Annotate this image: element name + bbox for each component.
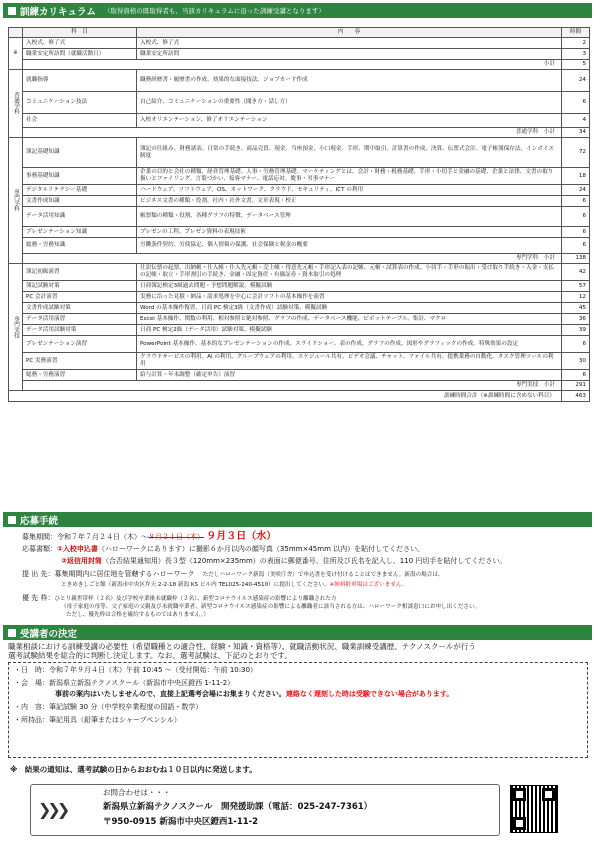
subject-cell: コミュニケーション技法 (23, 92, 137, 114)
subject-cell: 就職指導 (23, 70, 137, 92)
content-cell: PowerPoint 基本操作、基本的なプレゼンテーションの作成、スライドショー、表の作成、グラフの作成、図形やグラフィックの作成、特殊効果の設定 (137, 336, 562, 353)
hours-cell: 24 (562, 70, 590, 92)
hours-cell: 72 (562, 138, 590, 168)
total-label: 訓練時間合計（※訓練時間に含めない科目） (9, 391, 562, 402)
hours-cell: 57 (562, 281, 590, 292)
hours-cell: 2 (562, 38, 590, 49)
curriculum-header (3, 3, 592, 18)
contact-organization: 新潟県立新潟テクノスクール 開発援助課（電話：025-247-7361） (103, 802, 373, 812)
content-cell: 日商 PC 検定2級（データ活用）試験対策、模擬試験 (137, 325, 562, 336)
header-subject: 科 目 (23, 28, 137, 38)
chevron-right-icon: ❯❯❯ (38, 800, 67, 819)
table-row (9, 227, 590, 238)
table-row (9, 314, 590, 325)
table-row (9, 353, 590, 370)
hours-cell: 4 (562, 114, 590, 128)
recruitment-period: 募集期間：令和７年７月２４日（木）～８月２１日（木） ９月３日（水） (22, 531, 277, 542)
subtotal-label: 小計 (23, 60, 562, 70)
category-label: 専門実技 (9, 264, 23, 391)
category-label: 専門学科 (9, 138, 23, 264)
submission-destination: 提 出 先：募集期間内に居住地を管轄するハローワーク ただしハローワーク新潟（美咲庁舎）で申込書を受け付けることはできません。新潟の場合は、 (22, 570, 444, 578)
content-cell: 職務経歴書・履歴書の作成、効果的な面接技法、ジョブカード作成 (137, 70, 562, 92)
subject-cell: データ活用演習 (23, 314, 137, 325)
content-cell: 簿記の仕組み、財務諸表、日常の手続き、商品売買、現金、当座預金、小口現金、手形、期中取引、計算書の作成、決算、伝票式会計、電子帳簿保存法、インボイス制度 (137, 138, 562, 168)
table-row (9, 92, 590, 114)
hours-cell: 6 (562, 207, 590, 227)
subtotal-row (9, 60, 590, 70)
header-content: 内 容 (137, 28, 562, 38)
hours-cell: 30 (562, 353, 590, 370)
table-row (9, 114, 590, 128)
subject-cell: 職業安定所訪問（就職活動日） (23, 49, 137, 60)
table-row (9, 292, 590, 303)
table-row (9, 264, 590, 281)
submission-note: ときめきしごと館（新潟市中央区弁天 2-2-18 新潟 KS ビル内 TEL025-240-4510）に提出してください。※無料駐車場はございません。 (61, 582, 408, 588)
subject-cell: 事務基礎知識 (23, 168, 137, 185)
hours-cell: 39 (562, 325, 590, 336)
subtotal-hours: 291 (562, 381, 590, 391)
total-row (9, 391, 590, 402)
subject-cell: PC 実務演習 (23, 353, 137, 370)
table-row (9, 49, 590, 60)
subject-cell: 簿記試験対策 (23, 281, 137, 292)
subject-cell: 簿記初級演習 (23, 264, 137, 281)
content-cell: 日商簿記検定3級過去問題・予想問題解説、模擬試験 (137, 281, 562, 292)
curriculum-note: （取得資格の既取得者も、当該カリキュラムに沿った訓練受講となります） (103, 7, 325, 15)
hours-cell: 6 (562, 227, 590, 238)
table-row (9, 196, 590, 207)
selection-intro-1: 職業相談における訓練受講の必要性（希望職種との適合性、経験・知識・資格等）、就職活動状況、職業訓練受講歴、テクノスクールが行う (8, 642, 476, 651)
application-documents-1: 応募書類：①入校申込書（ハローワークにあります）に撮影６か月以内の顔写真（35mm×45mm 以内）を貼付してください。 (22, 545, 425, 553)
subject-cell: 入校式、修了式 (23, 38, 137, 49)
content-cell: 労働条件契約、労使協定、個人情報の保護、社会保険と税金の概要 (137, 238, 562, 254)
content-cell: 企業の目的と会社の種類、経営管理基礎、人事・労務管理基礎、マーケティングとは、会計・財務・税務基礎、手形・小切手と金融の基礎、企業と法律、文書の取り扱いとファイリング、言葉づかい、接客マナー、電話応対、慶事・弔事マナー (137, 168, 562, 185)
subject-cell: デジタルリテラシー基礎 (23, 185, 137, 196)
table-row (9, 238, 590, 254)
total-hours: 463 (562, 391, 590, 402)
application-header (3, 512, 592, 527)
hours-cell: 18 (562, 168, 590, 185)
content-cell: 自己紹介、コミュニケーションの重要性（聞き方・話し方） (137, 92, 562, 114)
content-cell: 実務に沿った見積・納品・請求処理を中心に会計ソフトの基本操作を演習 (137, 292, 562, 303)
subtotal-label: 専門実技 小計 (23, 381, 562, 391)
hours-cell: 42 (562, 264, 590, 281)
table-row (9, 38, 590, 49)
table-header-row (9, 28, 590, 38)
contact-address: 〒950-0915 新潟市中央区鐙西1-11-2 (103, 817, 259, 827)
subtotal-row (9, 254, 590, 264)
hours-cell: 3 (562, 49, 590, 60)
category-label: ※ (9, 38, 23, 70)
table-row (9, 70, 590, 92)
subject-cell: 総務・労務演習 (23, 370, 137, 381)
content-cell: Excel 基本操作、関数の利用、相対参照と絶対参照、グラフの作成、データベース機能、ピボットテーブル、集計、マクロ (137, 314, 562, 325)
table-row (9, 336, 590, 353)
square-bullet-icon (8, 629, 16, 637)
subtotal-label: 専門学科 小計 (23, 254, 562, 264)
table-row (9, 138, 590, 168)
exam-content: ・内 容：筆記試験 30 分（中学校卒業程度の国語・数学） (14, 703, 203, 711)
application-title: 応募手続 (20, 515, 59, 527)
subject-cell: 簿記基礎知識 (23, 138, 137, 168)
subtotal-label: 普通学科 小計 (23, 128, 562, 138)
subtotal-hours: 34 (562, 128, 590, 138)
subject-cell: プレゼンテーション演習 (23, 336, 137, 353)
category-label: 普通学科 (9, 70, 23, 138)
curriculum-title: 訓練カリキュラム (20, 6, 96, 18)
hours-cell: 6 (562, 196, 590, 207)
content-cell: Word の基本操作復習、日商 PC 検定3級（文書作成）試験対策、模擬試験 (137, 303, 562, 314)
hours-cell: 6 (562, 238, 590, 254)
qr-code-icon[interactable] (510, 785, 558, 833)
content-cell: ハードウェア、ソフトウェア、OS、ネットワーク、クラウド、セキュリティ、ICT の利用 (137, 185, 562, 196)
content-cell: 入校式、修了式 (137, 38, 562, 49)
subject-cell: プレゼンテーション知識 (23, 227, 137, 238)
table-row (9, 281, 590, 292)
subject-cell: 総務・労務知識 (23, 238, 137, 254)
application-documents-2: ②返信用封筒（合否結果通知用）長３型（120mm×235mm）の表面に郵便番号、住所及び氏名を記入し、110 円切手を貼付してください。 (61, 557, 507, 565)
content-cell: プレゼンの工程、プレゼン資料の表現技術 (137, 227, 562, 238)
selection-header (3, 625, 592, 640)
header-hours: 時間 (562, 28, 590, 38)
table-row (9, 185, 590, 196)
selection-title: 受講者の決定 (20, 628, 78, 640)
hours-cell: 12 (562, 292, 590, 303)
table-row (9, 207, 590, 227)
exam-date: ・日 時：令和７年９月４日（木）午前 10:45 ～（受付開始：午前 10:30） (14, 666, 258, 674)
priority-note-2: ただし、優先枠は合格を確約するものではありません。） (66, 612, 209, 618)
subject-cell: データ活用試験対策 (23, 325, 137, 336)
subject-cell: データ活用知識 (23, 207, 137, 227)
contact-heading: お問合わせは・・・ (103, 788, 171, 797)
priority-note-1: （母子家庭の母等、父子家庭の父親及び未就職卒業者、新型コロナウイルス感染症の影響による離職者に該当される方は、ハローワーク相談窓口にお申し出ください。 (61, 604, 481, 610)
content-cell: 帳票類の種類・役割、各種グラフの特徴、データベース管理 (137, 207, 562, 227)
hours-cell: 6 (562, 370, 590, 381)
table-row (9, 325, 590, 336)
content-cell: ビジネス文書の種類・役割、社内・社外文書、文章表現・校正 (137, 196, 562, 207)
old-deadline: ８月２１日（木） (148, 533, 204, 541)
priority-quota: 優 先 枠：ひとり親世帯枠（２名）及び学校卒業後未就職枠（２名）、新型コロナウイルス感染症の影響により離職された方 (22, 594, 337, 602)
content-cell: クラウドサービスの利用、AI の利用、グループウェアの利用、スケジュール共有、ビデオ会議、チャット、ファイル共有、提携業務の自動化、タスク管理ツールの利用 (137, 353, 562, 370)
subtotal-row (9, 381, 590, 391)
content-cell: 給与計算・年末調整（確定申告）演習 (137, 370, 562, 381)
hours-cell: 24 (562, 185, 590, 196)
hours-cell: 6 (562, 92, 590, 114)
subtotal-hours: 5 (562, 60, 590, 70)
subtotal-hours: 138 (562, 254, 590, 264)
hours-cell: 6 (562, 336, 590, 353)
result-notice: ※ 結果の通知は、選考試験の日からおおむね１０日以内に発送します。 (10, 765, 257, 774)
hours-cell: 36 (562, 314, 590, 325)
hours-cell: 45 (562, 303, 590, 314)
content-cell: 仕訳伝票の起票、出納帳・仕入帳・仕入先元帳・売上帳・得意先元帳・手形記入表の記帳、元帳・試算表の作成、小切手・手形の振出・受け取り手続き・入金・支払の記帳・取立・手形割引の手続き、金融・固定資産・有価証券・資本取引の処理 (137, 264, 562, 281)
curriculum-table (8, 27, 590, 402)
content-cell: 職業安定所訪問 (137, 49, 562, 60)
exam-venue-note: 事前の案内はいたしませんので、直接上記選考会場にお集まりください。連絡なく遅刻した時は受験できない場合があります。 (55, 690, 454, 698)
new-deadline: ９月３日（水） (206, 531, 277, 542)
table-row (9, 168, 590, 185)
table-row (9, 370, 590, 381)
content-cell: 入校オリエンテーション、修了オリエンテーション (137, 114, 562, 128)
subject-cell: 文書作成知識 (23, 196, 137, 207)
subtotal-row (9, 128, 590, 138)
table-row (9, 303, 590, 314)
exam-items: ・所持品：筆記用具（鉛筆またはシャープペンシル） (14, 716, 181, 724)
selection-intro-2: 選考試験結果を総合的に判断し決定します。なお、選考試験は、下記のとおりです。 (8, 651, 292, 660)
square-bullet-icon (8, 516, 16, 524)
subject-cell: 文書作成試験対策 (23, 303, 137, 314)
exam-venue: ・会 場：新潟県立新潟テクノスクール（新潟市中央区鐙西 1-11-2） (14, 679, 235, 687)
subject-cell: PC 会計演習 (23, 292, 137, 303)
square-bullet-icon (8, 7, 16, 15)
subject-cell: 社会 (23, 114, 137, 128)
